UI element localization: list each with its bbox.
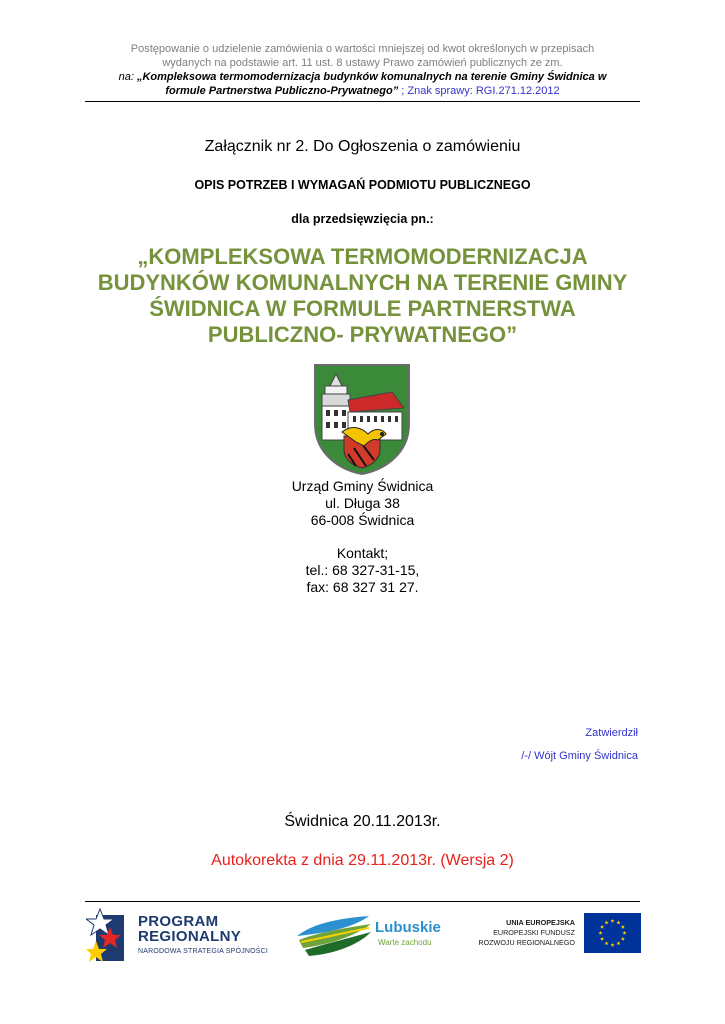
eu-line-1: UNIA EUROPEJSKA: [506, 918, 575, 927]
program-name: [138, 914, 241, 944]
header-divider: [85, 101, 640, 102]
program-subtitle: NARODOWA STRATEGIA SPÓJNOŚCI: [138, 948, 269, 955]
program-line-1: PROGRAM: [138, 913, 219, 930]
page-header: [85, 42, 640, 98]
header-project-line-2: formule Partnerstwa Publiczno-Prywatnego”: [165, 85, 399, 97]
title-line-2: BUDYNKÓW KOMUNALNYCH NA TERENIE GMINY: [97, 270, 628, 295]
header-project: [85, 70, 640, 84]
autokorekta-note: Autokorekta z dnia 29.11.2013r. (Wersja 2): [211, 852, 514, 869]
document-title: [85, 244, 640, 348]
header-project-line-1: „Kompleksowa termomodernizacja budynków komunalnych na terenie Gminy Świdnica w: [136, 71, 607, 83]
address-line-1: Urząd Gminy Świdnica: [291, 478, 434, 494]
header-case-number: ; Znak sprawy: RGI.271.12.2012: [398, 85, 560, 97]
program-regionalny-logo: [86, 907, 276, 967]
document-date: Świdnica 20.11.2013r.: [284, 813, 441, 830]
contact-label: Kontakt;: [336, 545, 389, 561]
eu-logo: [470, 913, 641, 955]
program-line-2: REGIONALNY: [138, 928, 242, 945]
lubuskie-logo: [295, 912, 445, 962]
contact-block: [0, 545, 725, 596]
contact-fax: fax: 68 327 31 27.: [306, 579, 419, 595]
coat-of-arms-icon: [312, 362, 412, 476]
contact-tel: tel.: 68 327-31-15,: [305, 562, 420, 578]
lubuskie-waves-icon: [295, 912, 373, 958]
title-line-3: ŚWIDNICA W FORMULE PARTNERSTWA: [149, 296, 576, 321]
lubuskie-name: Lubuskie: [375, 919, 441, 936]
dla-heading: dla przedsięwzięcia pn.:: [291, 212, 434, 226]
lubuskie-tagline: Warte zachodu: [378, 938, 432, 947]
address-line-3: 66-008 Świdnica: [310, 512, 415, 528]
eu-line-3: ROZWOJU REGIONALNEGO: [478, 938, 575, 947]
opis-heading: OPIS POTRZEB I WYMAGAŃ PODMIOTU PUBLICZNEGO: [194, 178, 531, 192]
header-line-2: wydanych na podstawie art. 11 ust. 8 ustawy Prawo zamówień publicznych ze zm.: [162, 57, 563, 69]
header-na-prefix: na:: [118, 71, 137, 83]
eu-line-2: EUROPEJSKI FUNDUSZ: [493, 928, 575, 937]
program-regionalny-icon: [86, 907, 134, 965]
eu-text: [478, 918, 575, 948]
header-line-1: Postępowanie o udzielenie zamówienia o wartości mniejszej od kwot określonych w przepisach: [130, 43, 595, 55]
title-line-1: „KOMPLEKSOWA TERMOMODERNIZACJA: [137, 244, 588, 269]
footer-divider: [85, 901, 640, 902]
signer-label: /-/ Wójt Gminy Świdnica: [521, 750, 638, 762]
header-project-2: [85, 84, 640, 98]
approved-label: Zatwierdził: [585, 727, 638, 739]
annex-heading: Załącznik nr 2. Do Ogłoszenia o zamówieniu: [204, 138, 521, 155]
title-line-4: PUBLICZNO- PRYWATNEGO”: [207, 322, 518, 347]
address-block: [0, 478, 725, 529]
eu-flag-icon: [584, 913, 641, 953]
address-line-2: ul. Długa 38: [325, 495, 400, 511]
